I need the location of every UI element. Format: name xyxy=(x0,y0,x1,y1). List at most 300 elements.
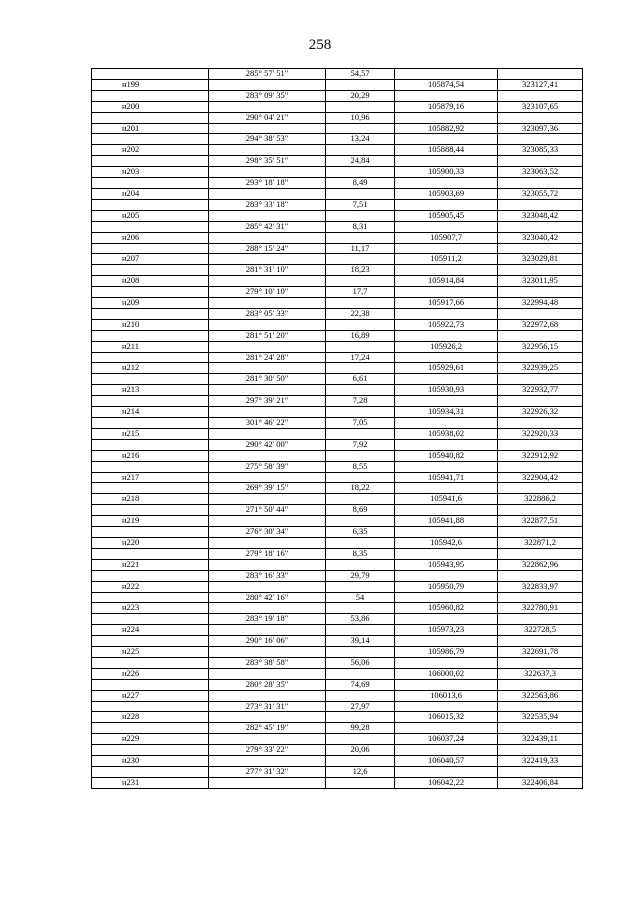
point-row xyxy=(92,232,583,243)
segment-row xyxy=(92,243,583,254)
page-number: 258 xyxy=(308,37,332,53)
segment-y-empty xyxy=(498,134,583,145)
segment-row xyxy=(92,287,583,298)
segment-angle: 280° 28' 35" xyxy=(209,679,326,690)
segment-angle: 269° 39' 15" xyxy=(209,483,326,494)
segment-distance: 10,96 xyxy=(326,112,395,123)
point-row xyxy=(92,472,583,483)
segment-x-empty xyxy=(395,614,498,625)
segment-y-empty xyxy=(498,636,583,647)
segment-row xyxy=(92,178,583,189)
point-angle-empty xyxy=(209,537,326,548)
segment-angle: 294° 38' 53" xyxy=(209,134,326,145)
segment-y-empty xyxy=(498,330,583,341)
segment-point-empty xyxy=(92,745,209,756)
point-row xyxy=(92,101,583,112)
point-angle-empty xyxy=(209,145,326,156)
point-name: н223 xyxy=(92,603,209,614)
point-angle-empty xyxy=(209,101,326,112)
point-angle-empty xyxy=(209,668,326,679)
point-x xyxy=(395,69,498,80)
point-y: 322877,51 xyxy=(498,516,583,527)
segment-x-empty xyxy=(395,548,498,559)
segment-distance: 12,6 xyxy=(326,767,395,778)
segment-point-empty xyxy=(92,265,209,276)
segment-distance: 18,23 xyxy=(326,265,395,276)
point-y: 323048,42 xyxy=(498,210,583,221)
segment-x-empty xyxy=(395,90,498,101)
point-distance-empty xyxy=(326,603,395,614)
point-row xyxy=(92,319,583,330)
point-y: 322406,84 xyxy=(498,777,583,788)
segment-distance: 6,35 xyxy=(326,527,395,538)
point-row xyxy=(92,210,583,221)
segment-distance: 8,35 xyxy=(326,548,395,559)
point-distance-empty xyxy=(326,79,395,90)
point-name: н206 xyxy=(92,232,209,243)
segment-angle: 288° 15' 24" xyxy=(209,243,326,254)
point-angle-empty xyxy=(209,341,326,352)
point-name: н214 xyxy=(92,407,209,418)
segment-point-empty xyxy=(92,418,209,429)
point-distance-empty xyxy=(326,581,395,592)
segment-x-empty xyxy=(395,134,498,145)
point-x: 105922,73 xyxy=(395,319,498,330)
segment-x-empty xyxy=(395,592,498,603)
point-row xyxy=(92,777,583,788)
segment-point-empty xyxy=(92,636,209,647)
point-name: н222 xyxy=(92,581,209,592)
point-name: н230 xyxy=(92,756,209,767)
segment-x-empty xyxy=(395,287,498,298)
segment-distance: 7,51 xyxy=(326,199,395,210)
point-distance-empty xyxy=(326,363,395,374)
segment-y-empty xyxy=(498,767,583,778)
point-x: 105941,88 xyxy=(395,516,498,527)
point-angle-empty xyxy=(209,625,326,636)
point-x: 105942,6 xyxy=(395,537,498,548)
point-distance-empty xyxy=(326,712,395,723)
point-angle-empty xyxy=(209,494,326,505)
segment-y-empty xyxy=(498,483,583,494)
segment-point-empty xyxy=(92,199,209,210)
point-x: 106040,57 xyxy=(395,756,498,767)
segment-row xyxy=(92,396,583,407)
segment-x-empty xyxy=(395,527,498,538)
point-row xyxy=(92,341,583,352)
point-distance-empty xyxy=(326,407,395,418)
segment-angle: 290° 16' 06" xyxy=(209,636,326,647)
point-x: 105882,92 xyxy=(395,123,498,134)
segment-x-empty xyxy=(395,112,498,123)
point-name: н219 xyxy=(92,516,209,527)
segment-row xyxy=(92,614,583,625)
point-x: 105941,71 xyxy=(395,472,498,483)
segment-row xyxy=(92,723,583,734)
segment-distance: 13,24 xyxy=(326,134,395,145)
segment-x-empty xyxy=(395,418,498,429)
point-distance-empty xyxy=(326,254,395,265)
point-distance-empty xyxy=(326,516,395,527)
segment-row xyxy=(92,439,583,450)
point-distance-empty xyxy=(326,341,395,352)
point-x: 106042,22 xyxy=(395,777,498,788)
point-angle-empty xyxy=(209,428,326,439)
point-distance-empty xyxy=(326,537,395,548)
segment-row xyxy=(92,548,583,559)
point-angle-empty xyxy=(209,385,326,396)
segment-distance: 7,05 xyxy=(326,418,395,429)
segment-y-empty xyxy=(498,156,583,167)
point-row xyxy=(92,123,583,134)
segment-point-empty xyxy=(92,308,209,319)
point-row xyxy=(92,188,583,199)
segment-row xyxy=(92,657,583,668)
point-name: н213 xyxy=(92,385,209,396)
segment-x-empty xyxy=(395,352,498,363)
point-distance-empty xyxy=(326,450,395,461)
segment-x-empty xyxy=(395,396,498,407)
point-distance-empty xyxy=(326,625,395,636)
point-name: н205 xyxy=(92,210,209,221)
segment-x-empty xyxy=(395,657,498,668)
point-distance-empty xyxy=(326,777,395,788)
point-row xyxy=(92,363,583,374)
point-x: 105986,79 xyxy=(395,647,498,658)
point-x: 105905,45 xyxy=(395,210,498,221)
segment-point-empty xyxy=(92,374,209,385)
point-distance-empty xyxy=(326,319,395,330)
segment-angle: 277° 31' 32" xyxy=(209,767,326,778)
point-name: н199 xyxy=(92,79,209,90)
segment-distance: 29,79 xyxy=(326,570,395,581)
point-x: 105934,31 xyxy=(395,407,498,418)
point-y: 323085,33 xyxy=(498,145,583,156)
point-angle-empty xyxy=(209,79,326,90)
segment-point-empty xyxy=(92,527,209,538)
segment-x-empty xyxy=(395,308,498,319)
segment-row xyxy=(92,461,583,472)
point-distance-empty xyxy=(326,188,395,199)
point-y: 322912,92 xyxy=(498,450,583,461)
point-angle-empty xyxy=(209,647,326,658)
point-distance-empty xyxy=(326,756,395,767)
point-angle-empty xyxy=(209,167,326,178)
segment-distance: 8,69 xyxy=(326,505,395,516)
point-row xyxy=(92,603,583,614)
point-x: 105941,6 xyxy=(395,494,498,505)
point-angle-empty xyxy=(209,516,326,527)
point-y: 323055,72 xyxy=(498,188,583,199)
segment-row xyxy=(92,636,583,647)
segment-point-empty xyxy=(92,570,209,581)
point-distance-empty xyxy=(326,647,395,658)
segment-point-empty xyxy=(92,679,209,690)
point-name: н216 xyxy=(92,450,209,461)
point-name xyxy=(92,69,209,80)
segment-row xyxy=(92,418,583,429)
segment-angle: 276° 30' 34" xyxy=(209,527,326,538)
point-name: н215 xyxy=(92,428,209,439)
segment-point-empty xyxy=(92,592,209,603)
segment-angle: 279° 10' 10" xyxy=(209,287,326,298)
point-name: н200 xyxy=(92,101,209,112)
segment-distance: 99,28 xyxy=(326,723,395,734)
segment-row xyxy=(92,570,583,581)
point-x: 105917,66 xyxy=(395,298,498,309)
segment-y-empty xyxy=(498,505,583,516)
segment-point-empty xyxy=(92,614,209,625)
segment-point-empty xyxy=(92,723,209,734)
segment-y-empty xyxy=(498,221,583,232)
segment-x-empty xyxy=(395,221,498,232)
point-distance-empty xyxy=(326,232,395,243)
point-row xyxy=(92,494,583,505)
point-name: н226 xyxy=(92,668,209,679)
segment-distance: 53,86 xyxy=(326,614,395,625)
point-y: 322932,77 xyxy=(498,385,583,396)
segment-point-empty xyxy=(92,221,209,232)
segment-x-empty xyxy=(395,156,498,167)
point-angle-empty xyxy=(209,363,326,374)
segment-point-empty xyxy=(92,90,209,101)
point-name: н218 xyxy=(92,494,209,505)
point-x: 105907,7 xyxy=(395,232,498,243)
point-distance-empty xyxy=(326,385,395,396)
segment-angle: 283° 38' 58" xyxy=(209,657,326,668)
point-row xyxy=(92,450,583,461)
segment-y-empty xyxy=(498,461,583,472)
point-name: н217 xyxy=(92,472,209,483)
point-row xyxy=(92,581,583,592)
point-x: 105950,79 xyxy=(395,581,498,592)
point-angle-empty xyxy=(209,712,326,723)
segment-y-empty xyxy=(498,527,583,538)
segment-distance: 17,7 xyxy=(326,287,395,298)
segment-point-empty xyxy=(92,461,209,472)
segment-angle: 283° 09' 35" xyxy=(209,90,326,101)
segment-x-empty xyxy=(395,265,498,276)
segment-angle: 285° 42' 31" xyxy=(209,221,326,232)
point-name: н220 xyxy=(92,537,209,548)
segment-row xyxy=(92,112,583,123)
point-angle-empty xyxy=(209,450,326,461)
segment-row xyxy=(92,134,583,145)
point-y: 322439,11 xyxy=(498,734,583,745)
segment-point-empty xyxy=(92,767,209,778)
point-angle-empty xyxy=(209,581,326,592)
segment-point-empty xyxy=(92,243,209,254)
point-name: н211 xyxy=(92,341,209,352)
segment-angle: 283° 05' 33" xyxy=(209,308,326,319)
point-name: н201 xyxy=(92,123,209,134)
point-name: н212 xyxy=(92,363,209,374)
point-row xyxy=(92,145,583,156)
point-name: н229 xyxy=(92,734,209,745)
point-row xyxy=(92,385,583,396)
point-y: 322886,2 xyxy=(498,494,583,505)
segment-angle: 279° 18' 16" xyxy=(209,548,326,559)
segment-row xyxy=(92,90,583,101)
segment-distance: 6,61 xyxy=(326,374,395,385)
segment-angle: 290° 04' 21" xyxy=(209,112,326,123)
point-distance-empty xyxy=(326,734,395,745)
segment-point-empty xyxy=(92,112,209,123)
point-x: 105960,82 xyxy=(395,603,498,614)
segment-x-empty xyxy=(395,570,498,581)
segment-y-empty xyxy=(498,548,583,559)
segment-point-empty xyxy=(92,352,209,363)
point-x: 106000,02 xyxy=(395,668,498,679)
point-distance-empty xyxy=(326,472,395,483)
segment-y-empty xyxy=(498,308,583,319)
point-row xyxy=(92,559,583,570)
point-y: 322904,42 xyxy=(498,472,583,483)
point-x: 105914,84 xyxy=(395,276,498,287)
point-row xyxy=(92,625,583,636)
point-x: 105943,95 xyxy=(395,559,498,570)
point-angle-empty xyxy=(209,123,326,134)
segment-point-empty xyxy=(92,287,209,298)
segment-x-empty xyxy=(395,636,498,647)
segment-angle: 279° 33' 22" xyxy=(209,745,326,756)
point-row xyxy=(92,407,583,418)
point-x: 105879,16 xyxy=(395,101,498,112)
point-row xyxy=(92,298,583,309)
segment-x-empty xyxy=(395,505,498,516)
point-y xyxy=(498,69,583,80)
segment-row xyxy=(92,69,583,80)
point-angle-empty xyxy=(209,407,326,418)
point-distance-empty xyxy=(326,167,395,178)
point-row xyxy=(92,756,583,767)
segment-row xyxy=(92,592,583,603)
segment-distance: 27,97 xyxy=(326,701,395,712)
segment-x-empty xyxy=(395,745,498,756)
segment-x-empty xyxy=(395,178,498,189)
point-x: 105929,61 xyxy=(395,363,498,374)
segment-row xyxy=(92,265,583,276)
point-name: н204 xyxy=(92,188,209,199)
point-angle-empty xyxy=(209,472,326,483)
point-name: н203 xyxy=(92,167,209,178)
segment-angle: 280° 42' 16" xyxy=(209,592,326,603)
point-row xyxy=(92,734,583,745)
point-name: н225 xyxy=(92,647,209,658)
segment-y-empty xyxy=(498,199,583,210)
point-angle-empty xyxy=(209,276,326,287)
point-y: 323097,36 xyxy=(498,123,583,134)
segment-x-empty xyxy=(395,330,498,341)
segment-row xyxy=(92,527,583,538)
point-y: 323107,65 xyxy=(498,101,583,112)
coordinates-table xyxy=(91,68,583,789)
point-name: н224 xyxy=(92,625,209,636)
segment-distance: 54,57 xyxy=(326,69,395,80)
point-x: 105938,02 xyxy=(395,428,498,439)
point-y: 323127,41 xyxy=(498,79,583,90)
point-row xyxy=(92,79,583,90)
point-y: 322833,97 xyxy=(498,581,583,592)
segment-row xyxy=(92,330,583,341)
segment-point-empty xyxy=(92,178,209,189)
segment-row xyxy=(92,767,583,778)
segment-distance: 8,49 xyxy=(326,178,395,189)
segment-y-empty xyxy=(498,657,583,668)
segment-x-empty xyxy=(395,374,498,385)
point-name: н228 xyxy=(92,712,209,723)
segment-row xyxy=(92,308,583,319)
point-x: 105930,93 xyxy=(395,385,498,396)
point-angle-empty xyxy=(209,319,326,330)
point-row xyxy=(92,516,583,527)
point-distance-empty xyxy=(326,298,395,309)
segment-y-empty xyxy=(498,90,583,101)
segment-row xyxy=(92,352,583,363)
point-distance-empty xyxy=(326,210,395,221)
segment-angle: 297° 39' 21" xyxy=(209,396,326,407)
point-angle-empty xyxy=(209,188,326,199)
point-name: н202 xyxy=(92,145,209,156)
segment-angle: 271° 50' 44" xyxy=(209,505,326,516)
point-x: 106013,6 xyxy=(395,690,498,701)
segment-point-empty xyxy=(92,657,209,668)
point-distance-empty xyxy=(326,668,395,679)
segment-x-empty xyxy=(395,767,498,778)
point-angle-empty xyxy=(209,210,326,221)
segment-y-empty xyxy=(498,352,583,363)
point-x: 105940,82 xyxy=(395,450,498,461)
segment-x-empty xyxy=(395,461,498,472)
point-y: 322871,2 xyxy=(498,537,583,548)
segment-x-empty xyxy=(395,701,498,712)
segment-y-empty xyxy=(498,243,583,254)
point-distance-empty xyxy=(326,276,395,287)
segment-angle: 298° 35' 51" xyxy=(209,156,326,167)
point-angle-empty xyxy=(209,232,326,243)
point-x: 105903,69 xyxy=(395,188,498,199)
segment-distance: 7,92 xyxy=(326,439,395,450)
point-x: 106037,24 xyxy=(395,734,498,745)
point-row xyxy=(92,167,583,178)
segment-point-empty xyxy=(92,439,209,450)
point-y: 322956,15 xyxy=(498,341,583,352)
segment-y-empty xyxy=(498,679,583,690)
segment-y-empty xyxy=(498,723,583,734)
point-distance-empty xyxy=(326,494,395,505)
segment-x-empty xyxy=(395,679,498,690)
point-distance-empty xyxy=(326,101,395,112)
segment-angle: 283° 16' 33" xyxy=(209,570,326,581)
segment-x-empty xyxy=(395,483,498,494)
segment-angle: 281° 24' 28" xyxy=(209,352,326,363)
segment-distance: 11,17 xyxy=(326,243,395,254)
segment-y-empty xyxy=(498,439,583,450)
point-name: н208 xyxy=(92,276,209,287)
point-y: 322535,94 xyxy=(498,712,583,723)
point-x: 106015,32 xyxy=(395,712,498,723)
point-x: 105888,44 xyxy=(395,145,498,156)
point-y: 322637,3 xyxy=(498,668,583,679)
point-name: н210 xyxy=(92,319,209,330)
segment-x-empty xyxy=(395,243,498,254)
segment-angle: 273° 31' 31" xyxy=(209,701,326,712)
segment-distance: 22,38 xyxy=(326,308,395,319)
segment-y-empty xyxy=(498,178,583,189)
segment-row xyxy=(92,221,583,232)
segment-distance: 24,84 xyxy=(326,156,395,167)
point-angle-empty xyxy=(209,298,326,309)
